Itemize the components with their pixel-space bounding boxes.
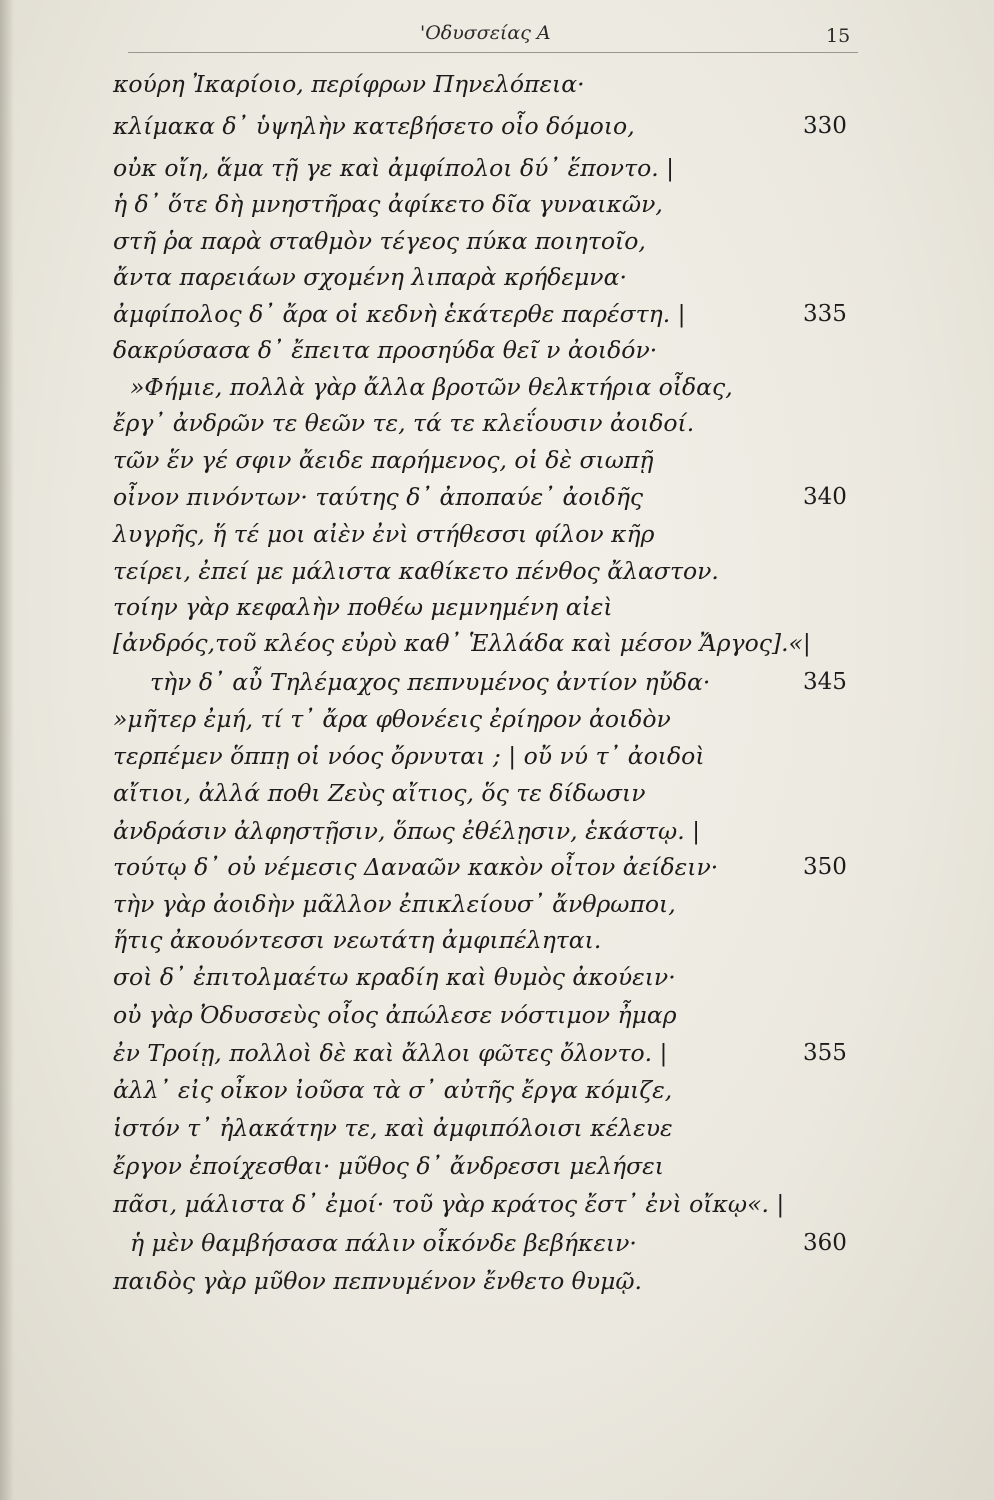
verse-line: λυγρῆς, ἥ τέ μοι αἰὲν ἐνὶ στήθεσσι φίλον κῆρ	[113, 520, 655, 548]
line-number: 330	[803, 113, 847, 139]
verse-line: τῶν ἕν γέ σφιν ἄειδε παρήμενος, οἱ δὲ σιωπῇ	[113, 446, 654, 474]
verse-line: τοίην γὰρ κεφαλὴν ποθέω μεμνημένη αἰεὶ	[113, 593, 613, 621]
verse-line: ἐν Τροίῃ, πολλοὶ δὲ καὶ ἄλλοι φῶτες ὄλοντο. |	[113, 1039, 668, 1067]
verse-line: δακρύσασα δ᾽ ἔπειτα προσηύδα θεῖ ν ἀοιδόν·	[113, 336, 658, 364]
verse-line: »Φήμιε, πολλὰ γὰρ ἄλλα βροτῶν θελκτήρια οἶδας,	[130, 373, 733, 401]
verse-line: τούτῳ δ᾽ οὐ νέμεσις Δαναῶν κακὸν οἶτον ἀείδειν·	[113, 853, 719, 881]
verse-line: ἀλλ᾽ εἰς οἶκον ἰοῦσα τὰ σ᾽ αὐτῆς ἔργα κόμιζε,	[113, 1076, 673, 1104]
verse-line: τὴν γὰρ ἀοιδὴν μᾶλλον ἐπικλείουσ᾽ ἄνθρωποι,	[113, 890, 676, 918]
line-number: 360	[803, 1230, 847, 1256]
verse-line: ἔργ᾽ ἀνδρῶν τε θεῶν τε, τά τε κλεΐουσιν ἀοιδοί.	[113, 409, 695, 437]
verse-line: στῆ ῥα παρὰ σταθμὸν τέγεος πύκα ποιητοῖο,	[113, 227, 646, 255]
verse-line: αἴτιοι, ἀλλά ποθι Ζεὺς αἴτιος, ὅς τε δίδωσιν	[113, 779, 646, 807]
verse-line: σοὶ δ᾽ ἐπιτολμαέτω κραδίη καὶ θυμὸς ἀκούειν·	[113, 963, 676, 991]
verse-line: ἱστόν τ᾽ ἠλακάτην τε, καὶ ἀμφιπόλοισι κέλευε	[113, 1114, 673, 1142]
line-number: 335	[803, 301, 847, 327]
line-number: 350	[803, 854, 847, 880]
line-number: 340	[803, 484, 847, 510]
verse-line: ἥτις ἀκουόντεσσι νεωτάτη ἀμφιπέληται.	[113, 926, 602, 954]
verse-line: τὴν δ᾽ αὖ Τηλέμαχος πεπνυμένος ἀντίον ηὔδα·	[150, 668, 711, 696]
verse-line: οὐ γὰρ Ὀδυσσεὺς οἶος ἀπώλεσε νόστιμον ἦμαρ	[113, 1001, 677, 1029]
verse-line: παιδὸς γὰρ μῦθον πεπνυμένον ἔνθετο θυμῷ.	[113, 1267, 643, 1295]
verse-line: κλίμακα δ᾽ ὑψηλὴν κατεβήσετο οἷο δόμοιο,	[113, 112, 635, 140]
verse-line: οἶνον πινόντων· ταύτης δ᾽ ἀποπαύε᾽ ἀοιδῆς	[113, 483, 644, 511]
verse-line: τερπέμεν ὅππῃ οἱ νόος ὄρνυται ; | οὔ νύ τ᾽ ἀοιδοὶ	[113, 742, 705, 770]
verse-line: ἔργον ἐποίχεσθαι· μῦθος δ᾽ ἄνδρεσσι μελήσει	[113, 1152, 664, 1180]
verse-line: ἀμφίπολος δ᾽ ἄρα οἱ κεδνὴ ἑκάτερθε παρέστη. |	[113, 300, 686, 328]
verse-line: [ἀνδρός,τοῦ κλέος εὐρὺ καθ᾽ Ἑλλάδα καὶ μέσον Ἄργος].«|	[113, 629, 811, 657]
verse-line: κούρη Ἰκαρίοιο, περίφρων Πηνελόπεια·	[113, 70, 585, 98]
page-number: 15	[826, 25, 851, 47]
verse-line: οὐκ οἴη, ἅμα τῇ γε καὶ ἀμφίπολοι δύ᾽ ἕποντο. |	[113, 154, 675, 182]
verse-line: τείρει, ἐπεί με μάλιστα καθίκετο πένθος ἄλαστον.	[113, 557, 719, 585]
verse-line: ἀνδράσιν ἀλφηστῇσιν, ὅπως ἐθέλῃσιν, ἑκάστῳ. |	[113, 817, 701, 845]
verse-line: ἡ μὲν θαμβήσασα πάλιν οἶκόνδε βεβήκειν·	[130, 1229, 637, 1257]
verse-line: πᾶσι, μάλιστα δ᾽ ἐμοί· τοῦ γὰρ κράτος ἔστ᾽ ἐνὶ οἴκῳ«. |	[113, 1190, 785, 1218]
verse-line: ἄντα παρειάων σχομένη λιπαρὰ κρήδεμνα·	[113, 263, 627, 291]
running-head: 'Οδυσσείας Α	[420, 22, 551, 44]
verse-line: ἡ δ᾽ ὅτε δὴ μνηστῆρας ἀφίκετο δῖα γυναικῶν,	[113, 190, 663, 218]
verse-line: »μῆτερ ἐμή, τί τ᾽ ἄρα φθονέεις ἐρίηρον ἀοιδὸν	[113, 705, 671, 733]
line-number: 355	[803, 1040, 847, 1066]
line-number: 345	[803, 669, 847, 695]
